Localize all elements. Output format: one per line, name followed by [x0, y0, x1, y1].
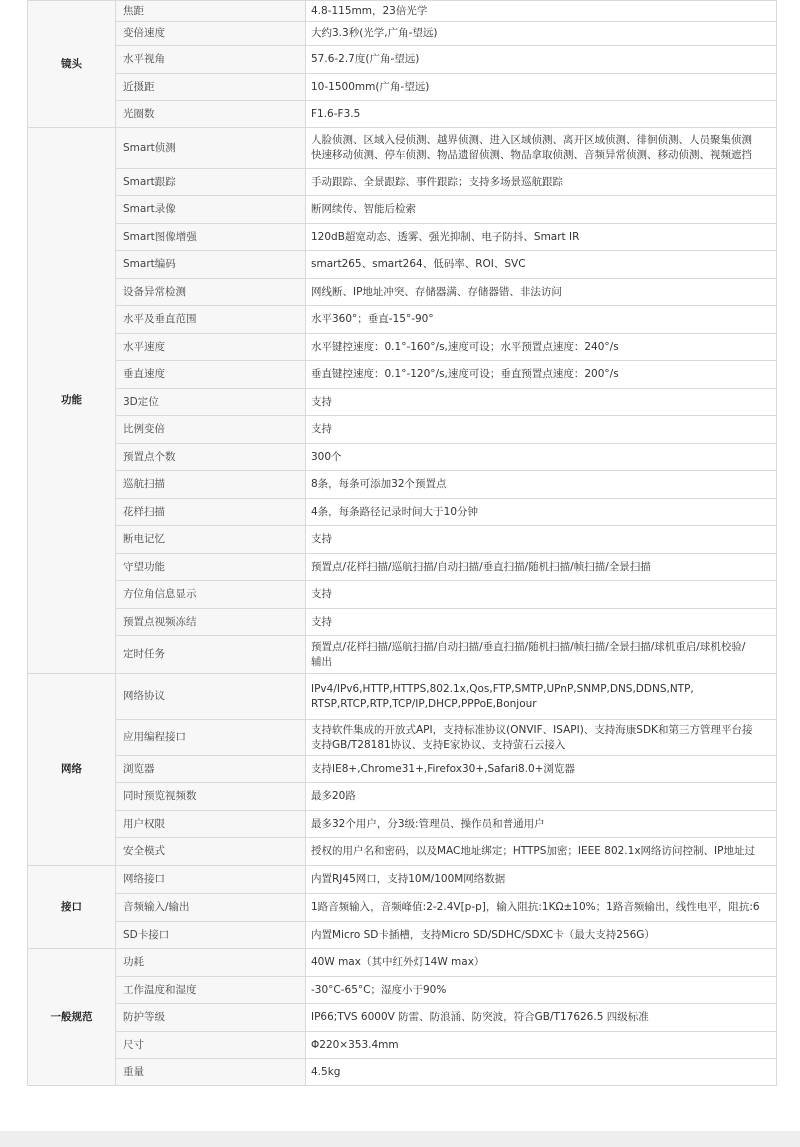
spec-name: Smart图像增强 — [116, 224, 306, 251]
spec-name: 浏览器 — [116, 756, 306, 783]
spec-value — [306, 783, 777, 811]
spec-name: 同时预览视频数 — [116, 783, 306, 811]
spec-name: 网络接口 — [116, 866, 306, 894]
spec-row — [28, 922, 777, 949]
spec-row — [28, 526, 777, 554]
spec-value-line: 最多20路 — [311, 790, 356, 802]
spec-value-line: 水平360°；垂直-15°-90° — [311, 313, 434, 325]
spec-name: 网络协议 — [116, 674, 306, 720]
spec-value-line: 8条，每条可添加32个预置点 — [311, 478, 447, 490]
spec-row — [28, 169, 777, 196]
spec-row — [28, 46, 777, 74]
spec-value-line: 57.6-2.7度(广角-望远) — [311, 53, 420, 65]
spec-row — [28, 720, 777, 756]
spec-row — [28, 1032, 777, 1059]
spec-table-body — [28, 1, 777, 1086]
spec-value-line: 4.8-115mm，23倍光学 — [311, 4, 428, 17]
spec-name: 安全模式 — [116, 838, 306, 866]
spec-row — [28, 554, 777, 581]
spec-name: 守望功能 — [116, 554, 306, 581]
spec-value — [306, 471, 777, 499]
spec-value — [306, 361, 777, 389]
spec-value-line: 1路音频输入，音频峰值:2-2.4V[p-p]，输入阻抗:1KΩ±10%；1路音频输出，线性电平，阻抗:6 — [311, 901, 760, 913]
spec-row — [28, 977, 777, 1004]
spec-value-line: 最多32个用户，分3级:管理员、操作员和普通用户 — [311, 817, 545, 830]
spec-value — [306, 756, 777, 783]
spec-value — [306, 636, 777, 674]
spec-value — [306, 949, 777, 977]
spec-row — [28, 74, 777, 101]
spec-name: Smart侦测 — [116, 128, 306, 169]
spec-row — [28, 334, 777, 361]
spec-value — [306, 922, 777, 949]
spec-value-line: 快速移动侦测、停车侦测、物品遗留侦测、物品拿取侦测、音频异常侦测、移动侦测、视频遮挡 — [311, 149, 752, 161]
spec-value — [306, 334, 777, 361]
spec-value-line: RTSP,RTCP,RTP,TCP/IP,DHCP,PPPoE,Bonjour — [311, 697, 537, 710]
spec-name: 预置点视频冻结 — [116, 609, 306, 636]
spec-name: 水平视角 — [116, 46, 306, 74]
spec-name: 应用编程接口 — [116, 720, 306, 756]
spec-value — [306, 526, 777, 554]
spec-name: SD卡接口 — [116, 922, 306, 949]
spec-row — [28, 581, 777, 609]
spec-row — [28, 101, 777, 128]
spec-value — [306, 128, 777, 169]
section-category: 功能 — [28, 128, 116, 674]
spec-value — [306, 866, 777, 894]
spec-value-line: 内置RJ45网口，支持10M/100M网络数据 — [311, 873, 506, 885]
spec-value — [306, 554, 777, 581]
spec-name: 光圈数 — [116, 101, 306, 128]
spec-value-line: smart265、smart264、低码率、ROI、SVC — [311, 258, 526, 270]
spec-value — [306, 46, 777, 74]
spec-name: 防护等级 — [116, 1004, 306, 1032]
spec-row — [28, 783, 777, 811]
spec-name: 重量 — [116, 1059, 306, 1086]
spec-name: Smart编码 — [116, 251, 306, 279]
spec-name: 断电记忆 — [116, 526, 306, 554]
spec-row — [28, 251, 777, 279]
spec-name: 花样扫描 — [116, 499, 306, 526]
spec-value-line: 支持IE8+,Chrome31+,Firefox30+,Safari8.0+浏览器 — [311, 762, 575, 775]
spec-value — [306, 674, 777, 720]
spec-value-line: 4条，每条路径记录时间大于10分钟 — [311, 505, 479, 518]
spec-value-line: 授权的用户名和密码，以及MAC地址绑定；HTTPS加密；IEEE 802.1x网络访问控制、IP地址过 — [311, 845, 755, 857]
spec-name: 变倍速度 — [116, 22, 306, 46]
spec-value-line: -30°C-65°C；湿度小于90% — [311, 983, 447, 996]
spec-value — [306, 1032, 777, 1059]
spec-row — [28, 279, 777, 306]
spec-row — [28, 128, 777, 169]
spec-value-line: F1.6-F3.5 — [311, 107, 361, 120]
spec-name: 方位角信息显示 — [116, 581, 306, 609]
spec-name: 功耗 — [116, 949, 306, 977]
spec-value — [306, 169, 777, 196]
spec-row — [28, 416, 777, 444]
spec-value — [306, 22, 777, 46]
spec-value — [306, 811, 777, 838]
spec-row — [28, 1004, 777, 1032]
spec-name: 水平速度 — [116, 334, 306, 361]
spec-row — [28, 866, 777, 894]
section-category: 接口 — [28, 866, 116, 949]
spec-value-line: 支持GB/T28181协议、支持E家协议、支持萤石云接入 — [311, 738, 566, 751]
section-category: 一般规范 — [28, 949, 116, 1086]
spec-value-line: 预置点/花样扫描/巡航扫描/自动扫描/垂直扫描/随机扫描/帧扫描/全景扫描 — [311, 560, 651, 573]
spec-name: 巡航扫描 — [116, 471, 306, 499]
spec-name: 设备异常检测 — [116, 279, 306, 306]
spec-value — [306, 389, 777, 416]
spec-name: 工作温度和湿度 — [116, 977, 306, 1004]
spec-row — [28, 224, 777, 251]
spec-value-line: 支持 — [311, 423, 332, 435]
spec-value-line: 网线断、IP地址冲突、存储器满、存储器错、非法访问 — [311, 285, 562, 298]
spec-row — [28, 811, 777, 838]
spec-value — [306, 581, 777, 609]
spec-name: 尺寸 — [116, 1032, 306, 1059]
spec-row — [28, 361, 777, 389]
spec-row — [28, 838, 777, 866]
spec-name: 近摄距 — [116, 74, 306, 101]
spec-value — [306, 279, 777, 306]
spec-value — [306, 720, 777, 756]
spec-value-line: 支持 — [311, 533, 332, 545]
spec-value-line: 4.5kg — [311, 1065, 341, 1078]
spec-row — [28, 306, 777, 334]
spec-value — [306, 101, 777, 128]
spec-value — [306, 74, 777, 101]
spec-row — [28, 674, 777, 720]
spec-row — [28, 1059, 777, 1086]
spec-row — [28, 196, 777, 224]
spec-name: 焦距 — [116, 1, 306, 22]
spec-value — [306, 609, 777, 636]
spec-name: 用户权限 — [116, 811, 306, 838]
spec-value-line: 水平键控速度：0.1°-160°/s,速度可设；水平预置点速度：240°/s — [311, 340, 619, 353]
spec-row — [28, 894, 777, 922]
spec-value-line: 支持软件集成的开放式API，支持标准协议(ONVIF、ISAPI)、支持海康SDK和第三方管理平台接 — [311, 723, 753, 736]
spec-value-line: 10-1500mm(广角-望远) — [311, 80, 430, 93]
spec-value — [306, 416, 777, 444]
spec-value-line: 120dB超宽动态、透雾、强光抑制、电子防抖、Smart IR — [311, 230, 580, 243]
spec-value-line: 300个 — [311, 450, 342, 463]
section-category: 镜头 — [28, 1, 116, 128]
spec-row — [28, 499, 777, 526]
page-bottom-divider — [0, 1131, 800, 1147]
spec-value — [306, 1059, 777, 1086]
spec-name: 比例变倍 — [116, 416, 306, 444]
spec-row — [28, 949, 777, 977]
spec-row — [28, 389, 777, 416]
spec-value-line: 支持 — [311, 588, 332, 600]
spec-name: Smart录像 — [116, 196, 306, 224]
spec-value-line: 垂直键控速度：0.1°-120°/s,速度可设；垂直预置点速度：200°/s — [311, 368, 619, 380]
spec-value-line: 支持 — [311, 615, 332, 628]
spec-row — [28, 609, 777, 636]
spec-table — [27, 0, 777, 1086]
spec-value — [306, 444, 777, 471]
spec-name: 3D定位 — [116, 389, 306, 416]
spec-value-line: 断网续传、智能后检索 — [311, 203, 416, 215]
spec-name: Smart跟踪 — [116, 169, 306, 196]
spec-name: 音频输入/输出 — [116, 894, 306, 922]
spec-row — [28, 471, 777, 499]
spec-value-line: IPv4/IPv6,HTTP,HTTPS,802.1x,Qos,FTP,SMTP,UPnP,SNMP,DNS,DDNS,NTP, — [311, 682, 694, 695]
spec-value — [306, 977, 777, 1004]
spec-value — [306, 196, 777, 224]
spec-value — [306, 499, 777, 526]
spec-value-line: 人脸侦测、区域入侵侦测、越界侦测、进入区域侦测、离开区域侦测、徘徊侦测、人员聚集侦测 — [311, 134, 752, 146]
spec-row — [28, 444, 777, 471]
spec-value-line: 辅出 — [311, 655, 332, 668]
spec-value-line: 手动跟踪、全景跟踪、事件跟踪；支持多场景巡航跟踪 — [311, 175, 563, 188]
spec-name: 垂直速度 — [116, 361, 306, 389]
spec-value — [306, 306, 777, 334]
spec-row — [28, 756, 777, 783]
spec-name: 定时任务 — [116, 636, 306, 674]
spec-value-line: IP66;TVS 6000V 防雷、防浪涌、防突波，符合GB/T17626.5 四级标准 — [311, 1011, 649, 1023]
spec-value-line: 40W max（其中红外灯14W max） — [311, 956, 485, 968]
spec-value — [306, 224, 777, 251]
spec-value — [306, 838, 777, 866]
spec-value — [306, 894, 777, 922]
spec-value-line: Φ220×353.4mm — [311, 1038, 399, 1051]
section-category: 网络 — [28, 674, 116, 866]
spec-row — [28, 636, 777, 674]
spec-value-line: 内置Micro SD卡插槽，支持Micro SD/SDHC/SDXC卡（最大支持256G） — [311, 928, 655, 941]
spec-value-line: 支持 — [311, 395, 332, 408]
spec-name: 水平及垂直范围 — [116, 306, 306, 334]
spec-row — [28, 1, 777, 22]
spec-value-line: 预置点/花样扫描/巡航扫描/自动扫描/垂直扫描/随机扫描/帧扫描/全景扫描/球机重启/球机校验/ — [311, 640, 746, 653]
spec-value — [306, 1004, 777, 1032]
spec-value — [306, 1, 777, 22]
spec-row — [28, 22, 777, 46]
spec-value — [306, 251, 777, 279]
spec-value-line: 大约3.3秒(光学,广角-望远) — [311, 27, 438, 39]
spec-name: 预置点个数 — [116, 444, 306, 471]
